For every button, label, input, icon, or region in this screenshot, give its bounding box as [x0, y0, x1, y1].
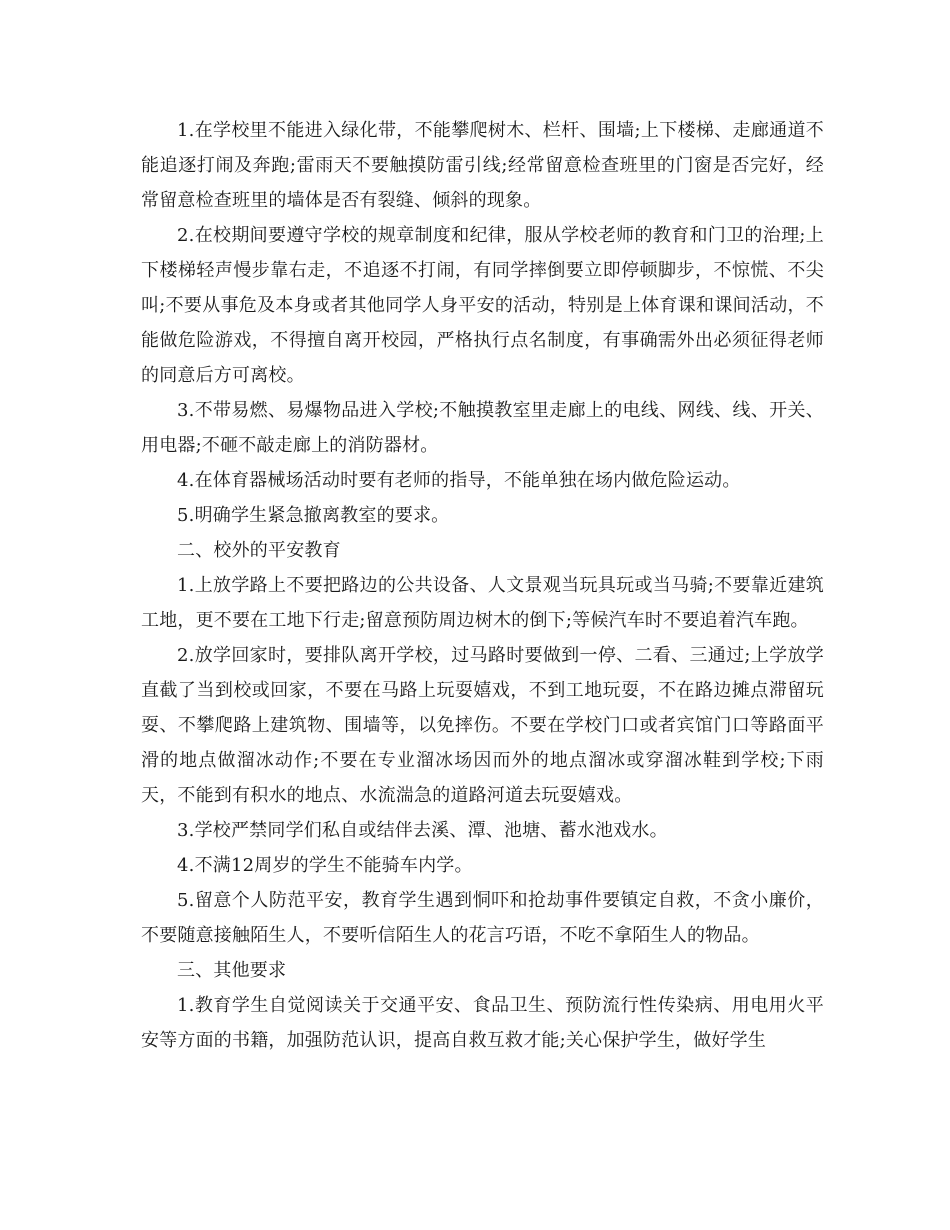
paragraph-off-campus-rule-5: 5.留意个人防范平安，教育学生遇到恫吓和抢劫事件要镇定自救，不贪小廉价，不要随意接触陌生人，不要听信陌生人的花言巧语，不吃不拿陌生人的物品。: [141, 890, 824, 946]
paragraph-off-campus-rule-2: 2.放学回家时，要排队离开学校，过马路时要做到一停、二看、三通过;上学放学直截了当到校或回家，不要在马路上玩耍嬉戏，不到工地玩耍，不在路边摊点滞留玩耍、不攀爬路上建筑物、围墙等，以免摔伤。不要在学校门口或者宾馆门口等路面平滑的地点做溜冰动作;不要在专业溜冰场因而外的地点溜冰或穿溜冰鞋到学校;下雨天，不能到有积水的地点、水流湍急的道路河道去玩耍嬉戏。: [141, 645, 824, 806]
paragraph-other-requirement-1: 1.教育学生自觉阅读关于交通平安、食品卫生、预防流行性传染病、用电用火平安等方面的书籍，加强防范认识，提高自救互救才能;关心保护学生，做好学生: [141, 995, 824, 1051]
paragraph-school-rule-1: 1.在学校里不能进入绿化带，不能攀爬树木、栏杆、围墙;上下楼梯、走廊通道不能追逐打闹及奔跑;雷雨天不要触摸防雷引线;经常留意检查班里的门窗是否完好，经常留意检查班里的墙体是否有裂缝、倾斜的现象。: [141, 120, 824, 211]
paragraph-school-rule-5: 5.明确学生紧急撤离教室的要求。: [177, 505, 450, 526]
paragraph-school-rule-4: 4.在体育器械场活动时要有老师的指导，不能单独在场内做危险运动。: [177, 470, 741, 491]
paragraph-off-campus-rule-3: 3.学校严禁同学们私自或结伴去溪、潭、池塘、蓄水池戏水。: [177, 820, 668, 841]
paragraph-off-campus-rule-4: 4.不满12周岁的学生不能骑车内学。: [177, 855, 473, 876]
section-heading-other-requirements: 三、其他要求: [177, 960, 287, 981]
document-body: [141, 113, 824, 1058]
paragraph-off-campus-rule-1: 1.上放学路上不要把路边的公共设备、人文景观当玩具玩或当马骑;不要靠近建筑工地，更不要在工地下行走;留意预防周边树木的倒下;等候汽车时不要追着汽车跑。: [141, 575, 824, 631]
section-heading-off-campus: 二、校外的平安教育: [177, 540, 341, 561]
paragraph-school-rule-2: 2.在校期间要遵守学校的规章制度和纪律，服从学校老师的教育和门卫的治理;上下楼梯轻声慢步靠右走，不追逐不打闹，有同学摔倒要立即停顿脚步，不惊慌、不尖叫;不要从事危及本身或者其他同学人身平安的活动，特别是上体育课和课间活动，不能做危险游戏，不得擅自离开校园，严格执行点名制度，有事确需外出必须征得老师的同意后方可离校。: [141, 225, 824, 386]
paragraph-school-rule-3: 3.不带易燃、易爆物品进入学校;不触摸教室里走廊上的电线、网线、线、开关、用电器;不砸不敲走廊上的消防器材。: [141, 400, 824, 456]
